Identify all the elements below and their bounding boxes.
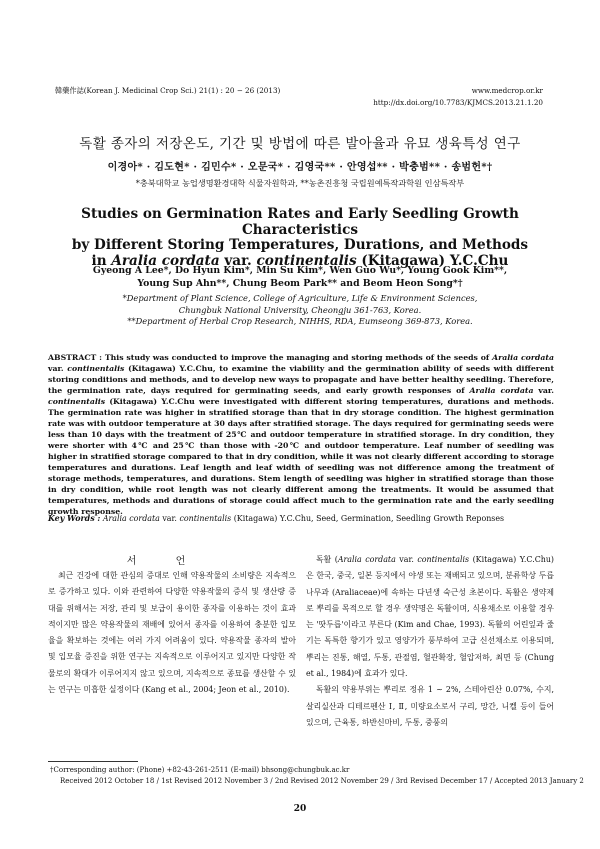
english-title (60, 207, 540, 269)
intro-paragraph: 독활의 약용부위는 뿌리로 정유 1 ~ 2%, 스테아린산 0.07%, 수지, 살리실산과 디테르펜산 Ⅰ, Ⅱ, 미량요소로서 구리, 망간, 니켈 등이 들어 있으며, 근육통, 하반신마비, 두통, 중풍의 (306, 685, 554, 727)
title-suffix: (Kitagawa) Y.C.Chu (361, 252, 509, 269)
english-affil-line2: Chungbuk National University, Cheongju 361-763, Korea. (178, 304, 422, 315)
abstract (48, 352, 554, 517)
abstract-species: Aralia cordata (469, 386, 534, 395)
abstract-text: var. (48, 364, 64, 373)
english-title-line1: Studies on Germination Rates and Early Seedling Growth Characteristics (81, 206, 519, 238)
title-subspecies: continentalis (256, 252, 357, 269)
keywords-rest: (Kitagawa) Y.C.Chu, Seed, Germination, Seedling Growth Reponses (233, 514, 505, 523)
korean-title: 독활 종자의 저장온도, 기간 및 방법에 따른 발아율과 유묘 생육특성 연구 (79, 136, 521, 152)
keywords-label: Key Words : (48, 514, 101, 523)
abstract-species: Aralia cordata (492, 353, 554, 362)
footnote-divider (48, 761, 138, 762)
paragraph-var: var. (399, 555, 414, 564)
title-species: Aralia cordata (111, 252, 220, 269)
corresponding-author-footnote: †Corresponding author: (Phone) +82-43-261-2511 (E-mail) bhsong@chungbuk.ac.kr (50, 766, 350, 774)
received-dates-footnote: Received 2012 October 18 / 1st Revised 2012 November 3 / 2nd Revised 2012 November 29 / 3rd Revised December 17 / Accepted 2013 January 2 (60, 777, 584, 785)
korean-affiliation: *충북대학교 농업생명환경대학 식물자원학과, **농촌진흥청 국립원예특작과학원 인삼특작부 (135, 178, 465, 188)
intro-right-column (306, 552, 554, 731)
intro-paragraph (306, 552, 554, 682)
page-number: 20 (293, 804, 307, 814)
journal-website[interactable]: www.medcrop.or.kr (471, 86, 543, 95)
abstract-label: ABSTRACT : (48, 353, 103, 362)
abstract-text: This study was conducted to improve the managing and storing methods of the seeds of (104, 353, 490, 362)
english-authors-line1: Gyeong A Lee*, Do Hyun Kim*, Min Su Kim*, Wen Guo Wu*, Young Gook Kim**, (92, 265, 508, 276)
english-title-line2: by Different Storing Temperatures, Durations, and Methods (71, 237, 529, 254)
abstract-subspecies: continentalis (67, 364, 125, 373)
english-affil-line1: *Department of Plant Science, College of Agriculture, Life & Environment Sciences, (122, 293, 478, 303)
abstract-subspecies: continentalis (48, 397, 106, 406)
title-var: var. (224, 252, 252, 269)
doi-link[interactable]: http://dx.doi.org/10.7783/KJMCS.2013.21.1.20 (373, 98, 543, 107)
abstract-text: (Kitagawa) Y.C.Chu were investigated with different storing temperatures, durations and methods. The germination rate was higher in stratified storage than that in dry storage condition. The highest germination rate was with outdoor temperature at 30 days after stratified storage. The days required for germinating seeds were less than 10 days with the treatment of 25℃ and outdoor temperature in stratified storage. In dry condition, they were shorter with 4℃ and 25℃ than those with -20℃ and outdoor temperature. Leaf number of seedling was higher in stratified storage compared to that in dry condition, while it was not clearly different according to storage temperatures and durations. Leaf length and leaf width of seedling was not difference among the treatment of storage methods, temperatures, and durations. Stem length of seedling was higher in stratified storage than those in dry condition, while root length was not clearly different among the treatments. It would be assumed that temperatures, methods and durations of storage could affect much to the germination rate and the early seedling growth response. (48, 397, 554, 516)
paragraph-subspecies: continentalis (417, 555, 470, 564)
keywords-subspecies: continentalis (179, 514, 232, 523)
title-prefix: in (91, 252, 107, 269)
english-authors-line2: Young Sup Ahn**, Chung Beom Park** and Beom Heon Song*† (137, 278, 463, 289)
keywords-species: Aralia cordata (102, 514, 160, 523)
paragraph-text: 독활 ( (316, 555, 338, 564)
paragraph-species: Aralia cordata (337, 555, 396, 564)
keywords (48, 513, 554, 524)
keywords-var: var. (162, 514, 177, 523)
journal-citation: 韓藥作誌(Korean J. Medicinal Crop Sci.) 21(1) : 20 − 26 (2013) (55, 86, 281, 95)
paragraph-text: (Kitagawa) Y.C.Chu)은 한국, 중국, 일본 등지에서 야생 또는 재배되고 있으며, 분류학상 두릅나무과 (Araliaceae)에 속하는 다년생 숙근성 초본이다. 독활은 생약제로 뿌리를 목적으로 할 경우 생약명은 독활이며, 식용채소로 이용할 경우는 '땃두릅'이라고 부른다 (Kim and Chae, 1993). 독활의 어린잎과 줄기는 독특한 향기가 있고 영양가가 풍부하여 고급 신선채소로 이용되며, 뿌리는 진통, 해열, 두통, 관절염, 혈관확장, 혈압저하, 최면 등 (Chung et al., 1984)에 효과가 있다. (306, 555, 554, 679)
abstract-text: (Kitagawa) Y.C.Chu, to examine the viability and the germination ability of seeds with different storing conditions and methods, and to develop new ways to propagate and have better healthy seedling. Therefore, the germination rate, days required for germinating seeds, and early growth responses of (48, 364, 555, 395)
english-affiliation (60, 293, 540, 328)
abstract-text: var. (538, 386, 554, 395)
intro-left-column: 최근 건강에 대한 관심의 증대로 인해 약용작물의 소비량은 지속적으로 증가하고 있다. 이와 관련하여 다양한 약용작물의 증식 및 생산량 증대를 위해서는 저장, 관리 및 보급이 용이한 종자를 이용하는 것이 효과적이지만 많은 약용작물의 재배에 있어서 종자를 이용하여 충분한 입모율을 확보하는 것에는 여러 가지 어려움이 있다. 약용작물 종자의 발아 및 입모율 증진을 위한 연구는 지속적으로 이루어지고 있지만 다양한 작물로의 확대가 이루어지지 않고 있으며, 지속적으로 종묘를 생산할 수 있는 연구는 미흡한 실정이다 (Kang et al., 2004; Jeon et al., 2010). (48, 571, 296, 695)
english-authors (60, 264, 540, 290)
english-affil-line3: **Department of Herbal Crop Research, NIHHS, RDA, Eumseong 369-873, Korea. (127, 316, 473, 326)
korean-authors: 이경아* · 김도현* · 김민수* · 오문국* · 김영국** · 안영섭** · 박충범** · 송범헌*† (107, 162, 493, 173)
section-heading-introduction: 서 언 (126, 556, 204, 567)
